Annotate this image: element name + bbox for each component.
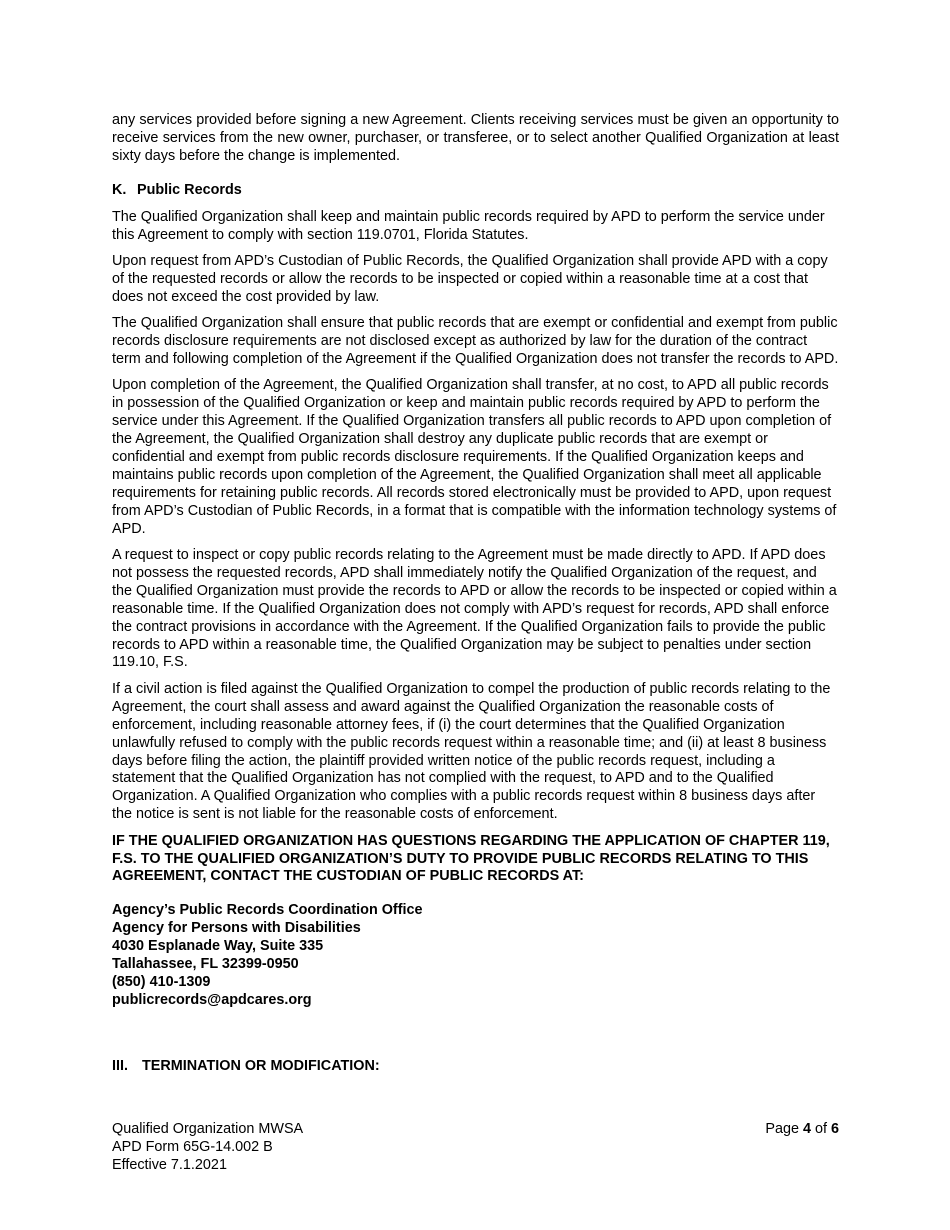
page-current: 4 <box>802 1121 811 1137</box>
footer-form-info <box>112 1120 303 1174</box>
intro-paragraph: any services provided before signing a new Agreement. Clients receiving services must be given an opportunity to receive services from the new owner, purchaser, or transferee, or to select another Qualified Organization at least sixty days before the change is implemented. <box>112 112 839 164</box>
address-city: Tallahassee, FL 32399-0950 <box>112 956 299 973</box>
section-k-number: K. <box>112 181 127 198</box>
section-iii-heading <box>112 1058 380 1076</box>
page-number <box>765 1120 839 1138</box>
page-of: of <box>810 1121 831 1137</box>
address-agency: Agency for Persons with Disabilities <box>112 920 361 937</box>
address-email: publicrecords@apdcares.org <box>112 991 312 1008</box>
section-k-title: Public Records <box>137 181 242 198</box>
address-phone: (850) 410-1309 <box>112 973 211 990</box>
paragraph: The Qualified Organization shall keep and maintain public records required by APD to perform the service under this Agreement to comply with section 119.0701, Florida Statutes. <box>112 208 825 243</box>
custodian-address <box>112 902 839 1009</box>
section-k-heading <box>112 182 839 200</box>
paragraph: Upon completion of the Agreement, the Qualified Organization shall transfer, at no cost, to APD all public records in possession of the Qualified Organization or keep and maintain public records required by APD to perform the service under this Agreement. If the Qualified Organization transfers all public records to APD upon completion of the Agreement, the Qualified Organization shall destroy any duplicate public records that are exempt or confidential and exempt from public records disclosure requirements. If the Qualified Organization keeps and maintains public records upon completion of the Agreement, the Qualified Organization shall meet all applicable requirements for retaining public records. All records stored electronically must be provided to APD, upon request from APD’s Custodian of Public Records, in a format that is compatible with the information technology systems of APD. <box>112 377 837 537</box>
document-body <box>112 112 839 1010</box>
custodian-notice: IF THE QUALIFIED ORGANIZATION HAS QUESTIONS REGARDING THE APPLICATION OF CHAPTER 119, F.S. TO THE QUALIFIED ORGANIZATION’S DUTY TO PROVIDE PUBLIC RECORDS RELATING TO THIS AGREEMENT, CONTACT THE CUSTODIAN OF PUBLIC RECORDS AT: <box>112 832 830 885</box>
footer-line-2: APD Form 65G-14.002 B <box>112 1139 273 1155</box>
paragraph: A request to inspect or copy public records relating to the Agreement must be made directly to APD. If APD does not possess the requested records, APD shall immediately notify the Qualified Organization of the request, and the Qualified Organization must provide the records to APD or allow the records to be inspected or copied within a reasonable time. If the Qualified Organization does not comply with APD’s request for records, APD shall enforce the contract provisions in accordance with the Agreement. If the Qualified Organization fails to provide the public records to APD within a reasonable time, the Qualified Organization may be subject to penalties under section 119.10, F.S. <box>112 547 837 671</box>
address-office: Agency’s Public Records Coordination Office <box>112 902 423 919</box>
page-total: 6 <box>830 1121 839 1137</box>
paragraph: Upon request from APD’s Custodian of Public Records, the Qualified Organization shall provide APD with a copy of the requested records or allow the records to be inspected or copied within a reasonable time at a cost that does not exceed the cost provided by law. <box>112 252 828 305</box>
address-street: 4030 Esplanade Way, Suite 335 <box>112 938 324 955</box>
section-iii-title: TERMINATION OR MODIFICATION: <box>142 1058 380 1074</box>
footer-line-3: Effective 7.1.2021 <box>112 1157 227 1173</box>
page-prefix: Page <box>765 1121 803 1137</box>
paragraph: If a civil action is filed against the Qualified Organization to compel the production of public records relating to the Agreement, the court shall assess and award against the Qualified Organization the reasonable costs of enforcement, including reasonable attorney fees, if (i) the court determines that the Qualified Organization unlawfully refused to comply with the public records request within a reasonable time; and (ii) at least 8 business days before filing the action, the plaintiff provided written notice of the public records request, including a statement that the Qualified Organization has not complied with the request, to APD and to the Qualified Organization. A Qualified Organization who complies with a public records request within 8 business days after the notice is sent is not liable for the reasonable costs of enforcement. <box>112 680 831 823</box>
footer-line-1: Qualified Organization MWSA <box>112 1121 304 1137</box>
section-iii-number: III. <box>112 1058 128 1074</box>
paragraph: The Qualified Organization shall ensure that public records that are exempt or confidential and exempt from public records disclosure requirements are not disclosed except as authorized by law for the duration of the contract term and following completion of the Agreement if the Qualified Organization does not transfer the records to APD. <box>112 315 839 367</box>
